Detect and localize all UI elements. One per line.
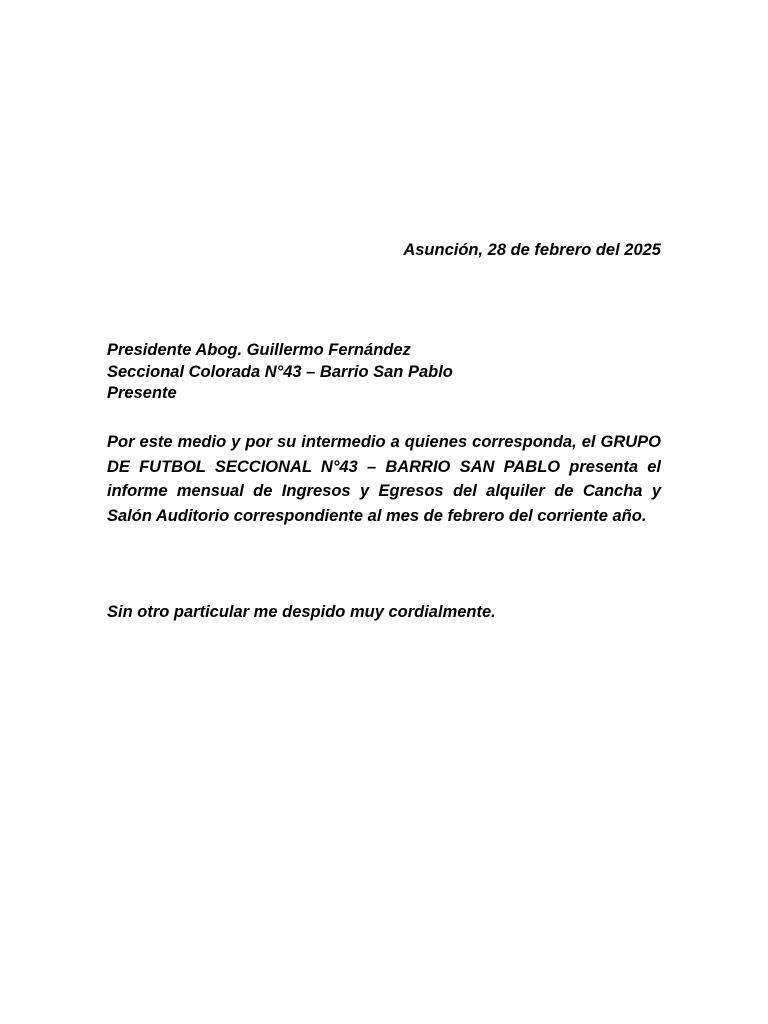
letter-body-paragraph: Por este medio y por su intermedio a quienes corresponda, el GRUPO DE FUTBOL SECCIONAL N°43 – BARRIO SAN PABLO presenta el informe mensual de Ingresos y Egresos del alquiler de Cancha y Salón Auditorio correspondiente al mes de febrero del corriente año. <box>107 433 661 526</box>
letter-date: Asunción, 28 de febrero del 2025 <box>403 241 661 259</box>
recipient-organization: Seccional Colorada N°43 – Barrio San Pablo <box>107 362 453 381</box>
recipient-block <box>107 340 661 405</box>
recipient-name: Presidente Abog. Guillermo Fernández <box>107 341 411 359</box>
letter-closing: Sin otro particular me despido muy cordialmente. <box>107 603 496 621</box>
recipient-greeting: Presente <box>107 384 177 402</box>
